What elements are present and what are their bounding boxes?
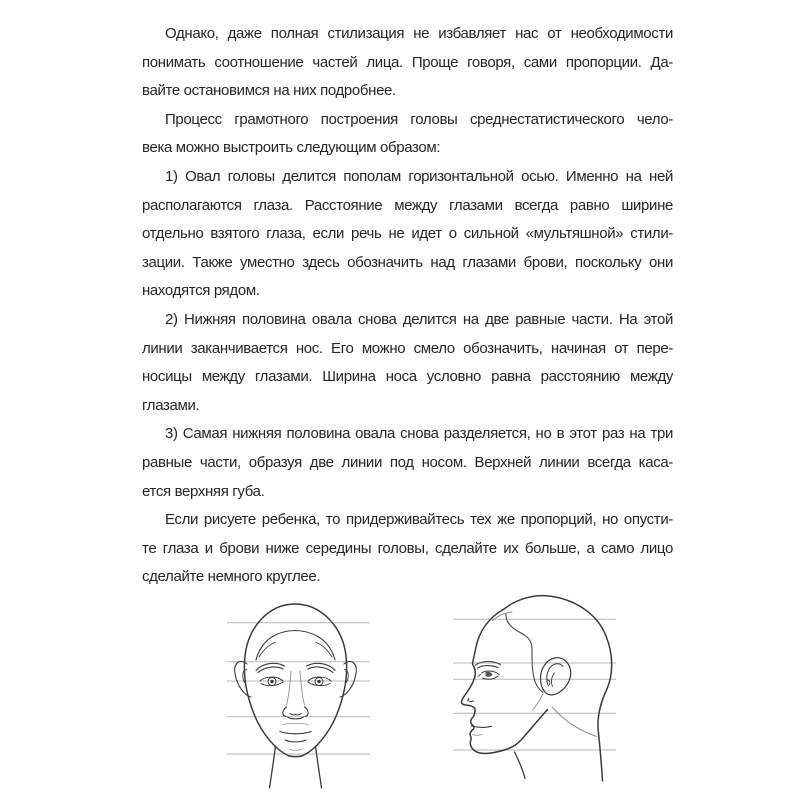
profile-view-head-figure: [448, 588, 628, 792]
ears: [235, 661, 356, 697]
text-line: равные части, образуя две линии под носом. Верхней линии всегда каса-: [142, 453, 673, 471]
text-line: зации. Также уместно здесь обозначить над глазами брови, поскольку они: [142, 253, 673, 271]
text-line: носицы между глазами. Ширина носа условно равна расстоянию между: [142, 368, 673, 386]
text-line: Процесс грамотного построения головы среднестатистического чело-: [165, 110, 673, 128]
nose: [283, 671, 308, 719]
text-line: отдельно взятого глаза, если речь не идет о сильной «мультяшной» стили-: [142, 225, 673, 243]
profile-view-head-sketch: [448, 588, 628, 792]
neck: [270, 746, 322, 788]
eye: [478, 671, 499, 679]
text-line: располагаются глаза. Расстояние между глазами всегда равно ширине: [142, 196, 673, 214]
hairline: [492, 612, 543, 693]
text-line: 1) Овал головы делится пополам горизонтальной осью. Именно на ней: [165, 167, 673, 185]
text-line: глазами.: [142, 396, 200, 414]
text-line: Если рисуете ребенка, то придерживайтесь тех же пропорций, но опусти-: [165, 511, 673, 529]
mouth: [280, 723, 311, 750]
text-line: века можно выстроить следующим образом:: [142, 139, 441, 157]
text-line: вайте остановимся на них подробнее.: [142, 82, 396, 100]
text-line: ется верхняя губа.: [142, 482, 265, 500]
front-view-head-sketch: [218, 594, 378, 790]
hairline: [256, 631, 335, 661]
text-line: линии заканчивается нос. Его можно смело обозначить, начиная от пере-: [142, 339, 673, 357]
jaw-and-neck: [515, 694, 597, 779]
text-line: сделайте немного круглее.: [142, 568, 321, 586]
eyebrow: [476, 661, 501, 668]
eyebrows: [256, 663, 335, 672]
text-line: 3) Самая нижняя половина овала снова разделяется, но в этот раз на три: [165, 425, 673, 443]
text-line: понимать соотношение частей лица. Проще говоря, сами пропорции. Да-: [142, 53, 673, 71]
text-line: Однако, даже полная стилизация не избавляет нас от необходимости: [165, 25, 673, 42]
text-line: 2) Нижняя половина овала снова делится на две равные части. На этой: [165, 310, 673, 328]
front-view-head-figure: [218, 594, 378, 790]
text-line: те глаза и брови ниже середины головы, сделайте их больше, а само лицо: [142, 539, 673, 557]
text-line: находятся рядом.: [142, 282, 260, 300]
nose: [468, 698, 474, 701]
body-text: [142, 20, 673, 592]
skull-outline: [504, 596, 612, 781]
